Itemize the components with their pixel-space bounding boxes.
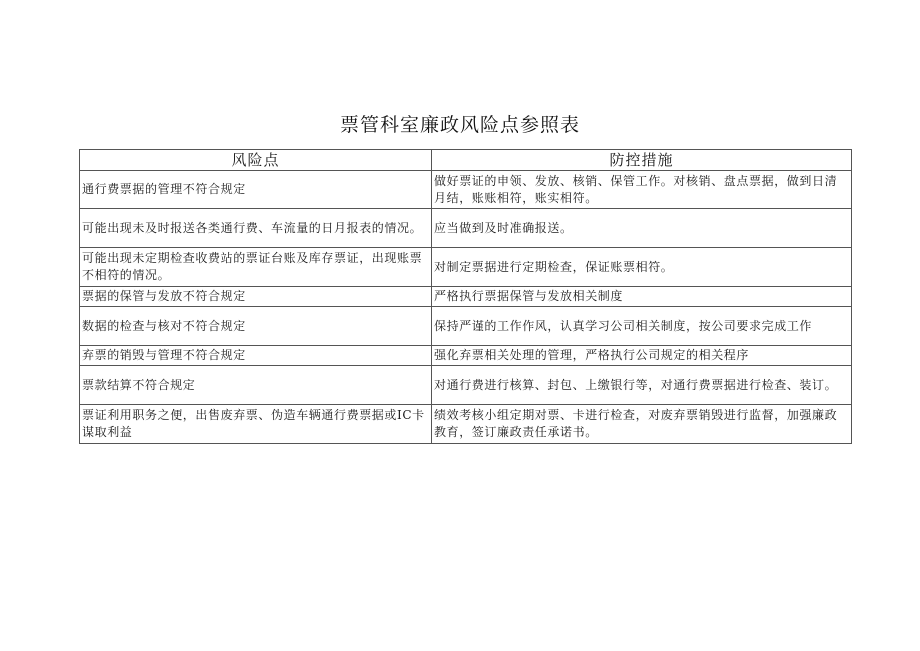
table-row — [80, 307, 852, 346]
table-row — [80, 405, 852, 444]
risk-cell: 通行费票据的管理不符合规定 — [80, 171, 432, 209]
table-row — [80, 346, 852, 366]
risk-cell: 票款结算不符合规定 — [80, 366, 432, 405]
control-cell: 强化弃票相关处理的管理，严格执行公司规定的相关程序 — [432, 346, 852, 366]
control-cell: 严格执行票据保管与发放相关制度 — [432, 287, 852, 307]
risk-cell: 数据的检查与核对不符合规定 — [80, 307, 432, 346]
risk-cell: 可能出现未及时报送各类通行费、车流量的日月报表的情况。 — [80, 209, 432, 248]
control-cell: 应当做到及时准确报送。 — [432, 209, 852, 248]
header-risk-point: 风险点 — [80, 150, 432, 171]
risk-cell: 可能出现未定期检查收费站的票证台账及库存票证，出现账票不相符的情况。 — [80, 248, 432, 287]
risk-cell: 票据的保管与发放不符合规定 — [80, 287, 432, 307]
risk-cell: 票证利用职务之便，出售废弃票、伪造车辆通行费票据或IC卡谋取利益 — [80, 405, 432, 444]
control-cell: 保持严谨的工作作风，认真学习公司相关制度，按公司要求完成工作 — [432, 307, 852, 346]
control-cell: 做好票证的申领、发放、核销、保管工作。对核销、盘点票据，做到日清月结，账账相符，账实相符。 — [432, 171, 852, 209]
control-cell: 绩效考核小组定期对票、卡进行检查，对废弃票销毁进行监督，加强廉政教育，签订廉政责任承诺书。 — [432, 405, 852, 444]
control-cell: 对制定票据进行定期检查，保证账票相符。 — [432, 248, 852, 287]
risk-cell: 弃票的销毁与管理不符合规定 — [80, 346, 432, 366]
risk-control-table — [79, 149, 852, 444]
table-row — [80, 366, 852, 405]
table-row — [80, 171, 852, 209]
header-control-measure: 防控措施 — [432, 150, 852, 171]
table-row — [80, 209, 852, 248]
table-row — [80, 287, 852, 307]
table-row — [80, 248, 852, 287]
control-cell: 对通行费进行核算、封包、上缴银行等，对通行费票据进行检查、装订。 — [432, 366, 852, 405]
document-title: 票管科室廉政风险点参照表 — [339, 114, 580, 136]
table-header-row — [80, 150, 852, 171]
